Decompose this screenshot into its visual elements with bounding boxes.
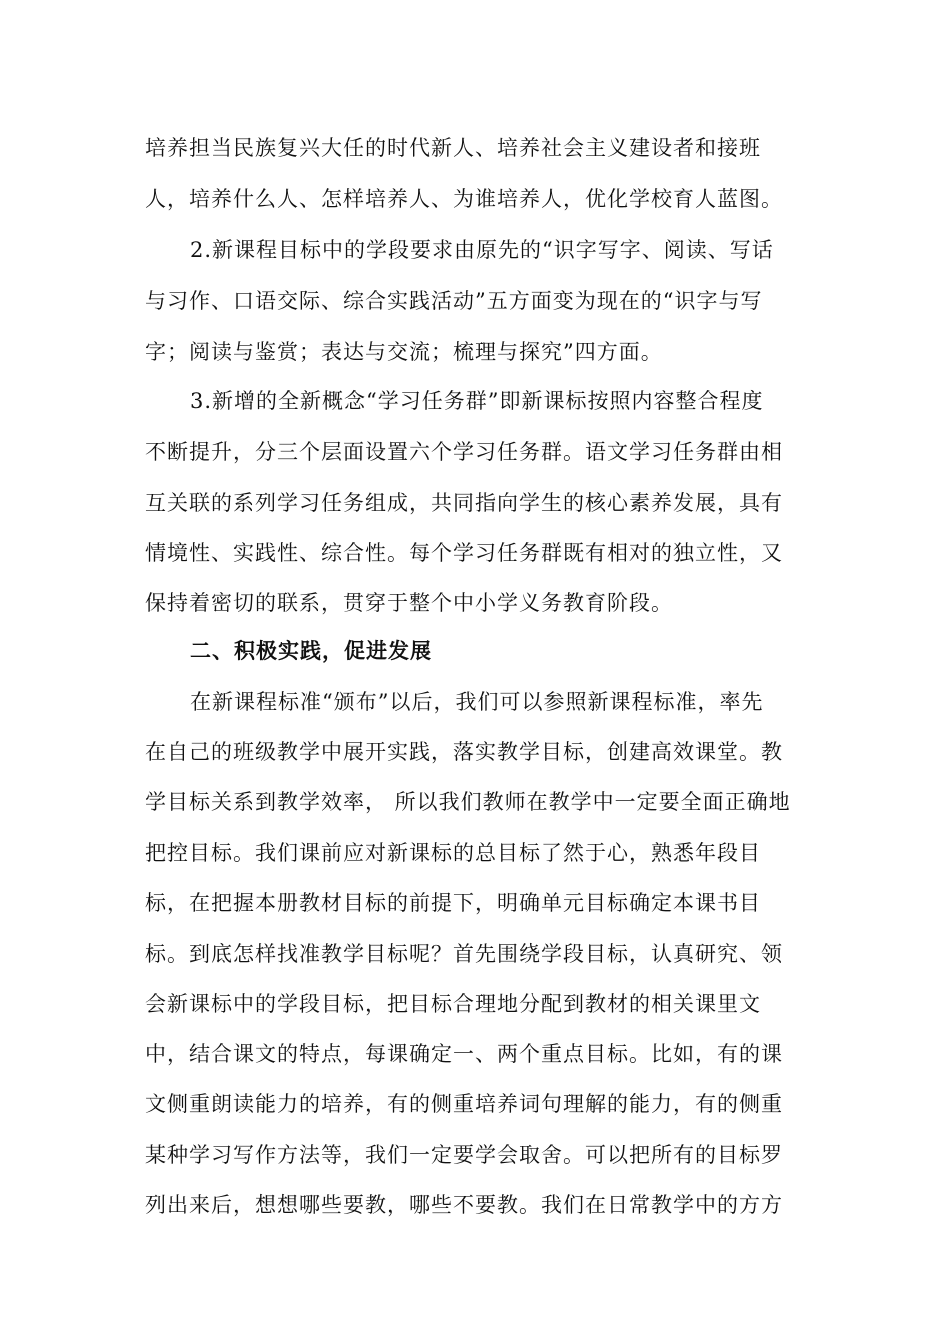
text-line: 标，在把握本册教材目标的前提下，明确单元目标确定本课书目 [145,891,761,915]
text-line: 列出来后，想想哪些要教，哪些不要教。我们在日常教学中的方方 [145,1193,783,1217]
text-line: 在自己的班级教学中展开实践，落实教学目标，创建高效课堂。教 [145,740,783,764]
text-line: 文侧重朗读能力的培养，有的侧重培养词句理解的能力，有的侧重 [145,1092,783,1116]
text-line: 中，结合课文的特点，每课确定一、两个重点目标。比如，有的课 [145,1042,783,1066]
text-line: 人，培养什么人、怎样培养人、为谁培养人，优化学校育人蓝图。 [145,187,783,211]
text-line: 标。到底怎样找准教学目标呢？首先围绕学段目标，认真研究、领 [145,942,783,966]
text-line: 字；阅读与鉴赏；表达与交流；梳理与探究”四方面。 [145,340,663,364]
text-line: 培养担当民族复兴大任的时代新人、培养社会主义建设者和接班 [145,136,761,160]
list-item-2: 2.新课程目标中的学段要求由原先的“识字写字、阅读、写话 [190,238,774,262]
section-heading: 二、积极实践，促进发展 [190,638,432,663]
text-line: 情境性、实践性、综合性。每个学习任务群既有相对的独立性，又 [145,541,783,565]
text-line: 会新课标中的学段目标，把目标合理地分配到教材的相关课里文 [145,992,761,1016]
text-line: 某种学习写作方法等，我们一定要学会取舍。可以把所有的目标罗 [145,1143,783,1167]
text-line: 保持着密切的联系，贯穿于整个中小学义务教育阶段。 [145,591,673,615]
paragraph-start: 在新课程标准“颁布”以后，我们可以参照新课程标准，率先 [190,690,764,714]
text-line: 学目标关系到教学效率， 所以我们教师在教学中一定要全面正确地 [145,790,791,814]
text-line: 不断提升，分三个层面设置六个学习任务群。语文学习任务群由相 [145,440,783,464]
list-item-3: 3.新增的全新概念“学习任务群”即新课标按照内容整合程度 [190,389,764,413]
text-line: 与习作、口语交际、综合实践活动”五方面变为现在的“识字与写 [145,289,763,313]
text-line: 互关联的系列学习任务组成，共同指向学生的核心素养发展，具有 [145,491,783,515]
text-line: 把控目标。我们课前应对新课标的总目标了然于心，熟悉年段目 [145,841,761,865]
